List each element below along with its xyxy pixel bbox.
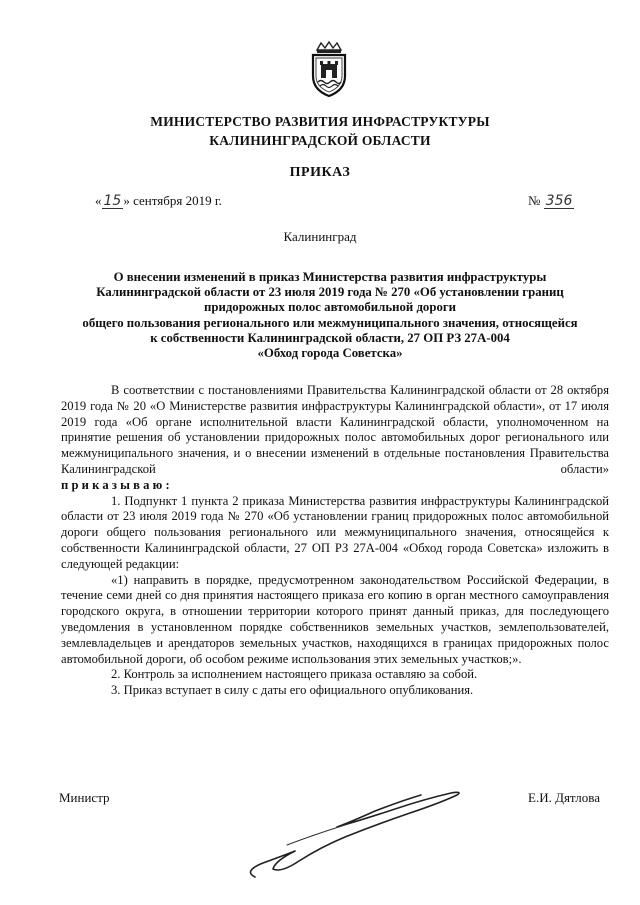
item-2-paragraph: 2. Контроль за исполнением настоящего приказа оставляю за собой.: [111, 667, 478, 682]
date-rest: сентября 2019 г.: [129, 193, 222, 208]
heading-line-4: общего пользования регионального или межмуниципального значения, относящейся: [82, 315, 578, 330]
order-heading: [50, 270, 610, 361]
order-date: [95, 193, 222, 209]
signature-icon: [225, 775, 475, 885]
signer-position: Министр: [59, 790, 110, 805]
prikazyvayu-word: приказываю:: [61, 477, 173, 492]
coat-of-arms-icon: [305, 40, 353, 98]
ministry-line-1: МИНИСТЕРСТВО РАЗВИТИЯ ИНФРАСТРУКТУРЫ: [150, 114, 490, 129]
ministry-name: [0, 112, 640, 150]
heading-line-1: О внесении изменений в приказ Министерства развития инфраструктуры: [113, 270, 547, 284]
preamble-paragraph: В соответствии с постановлениями Правительства Калининградской области от 28 октября 2019 года № 20 «О Министерстве развития инфраструктуры Калининградской области», от 17 июля 2019 года «Об органе исполнительной власти Калининградской области, уполномоченном на принятие решения об установлении придорожных полос автомобильных дорог регионального или межмуниципального значения, и о внесении изменений в отдельные постановления Правительства Калининградской области»: [61, 383, 609, 476]
date-day-handwritten: 15: [103, 193, 122, 209]
city: Калининград: [283, 229, 357, 244]
item-1-quote-paragraph: «1) направить в порядке, предусмотренном законодательством Российской Федерации, в течение семи дней со дня принятия настоящего приказа его копию в орган местного самоуправления городского округа, в отношении территории которого принят данный приказ, для последующего уведомления в установленном порядке собственников земельных участков, землепользователей, землевладельцев и арендаторов земельных участков, находящихся в границах придорожных полос автомобильной дороги, об особом режиме использования этих земельных участков;».: [61, 572, 609, 666]
heading-line-3: придорожных полос автомобильной дороги: [203, 300, 457, 315]
order-number: [528, 193, 574, 209]
date-quote-open: «: [95, 193, 102, 208]
number-label: №: [528, 193, 544, 208]
order-title: ПРИКАЗ: [289, 165, 351, 180]
heading-line-5: к собственности Калининградской области, 27 ОП РЗ 27А-004: [150, 330, 510, 345]
item-1-paragraph: 1. Подпункт 1 пункта 2 приказа Министерства развития инфраструктуры Калининградской области от 23 июля 2019 года № 270 «Об установлении границ придорожных полос автомобильной дороги общего пользования регионального или межмуниципального значения, относящейся к собственности Калининградской области, 27 ОП РЗ 27А-004 «Обход города Советска» изложить в следующей редакции:: [61, 493, 609, 571]
heading-line-2: Калининградской области от 23 июля 2019 года № 270 «Об установлении границ: [96, 285, 564, 300]
heading-line-6: «Обход города Советска»: [257, 346, 403, 361]
item-3-paragraph: 3. Приказ вступает в силу с даты его официального опубликования.: [111, 683, 474, 698]
ministry-line-2: КАЛИНИНГРАДСКОЙ ОБЛАСТИ: [209, 133, 431, 148]
number-value-handwritten: 356: [545, 193, 573, 209]
order-body: [61, 383, 609, 699]
signer-name: Е.И. Дятлова: [528, 790, 601, 805]
date-quote-close: »: [123, 193, 130, 208]
